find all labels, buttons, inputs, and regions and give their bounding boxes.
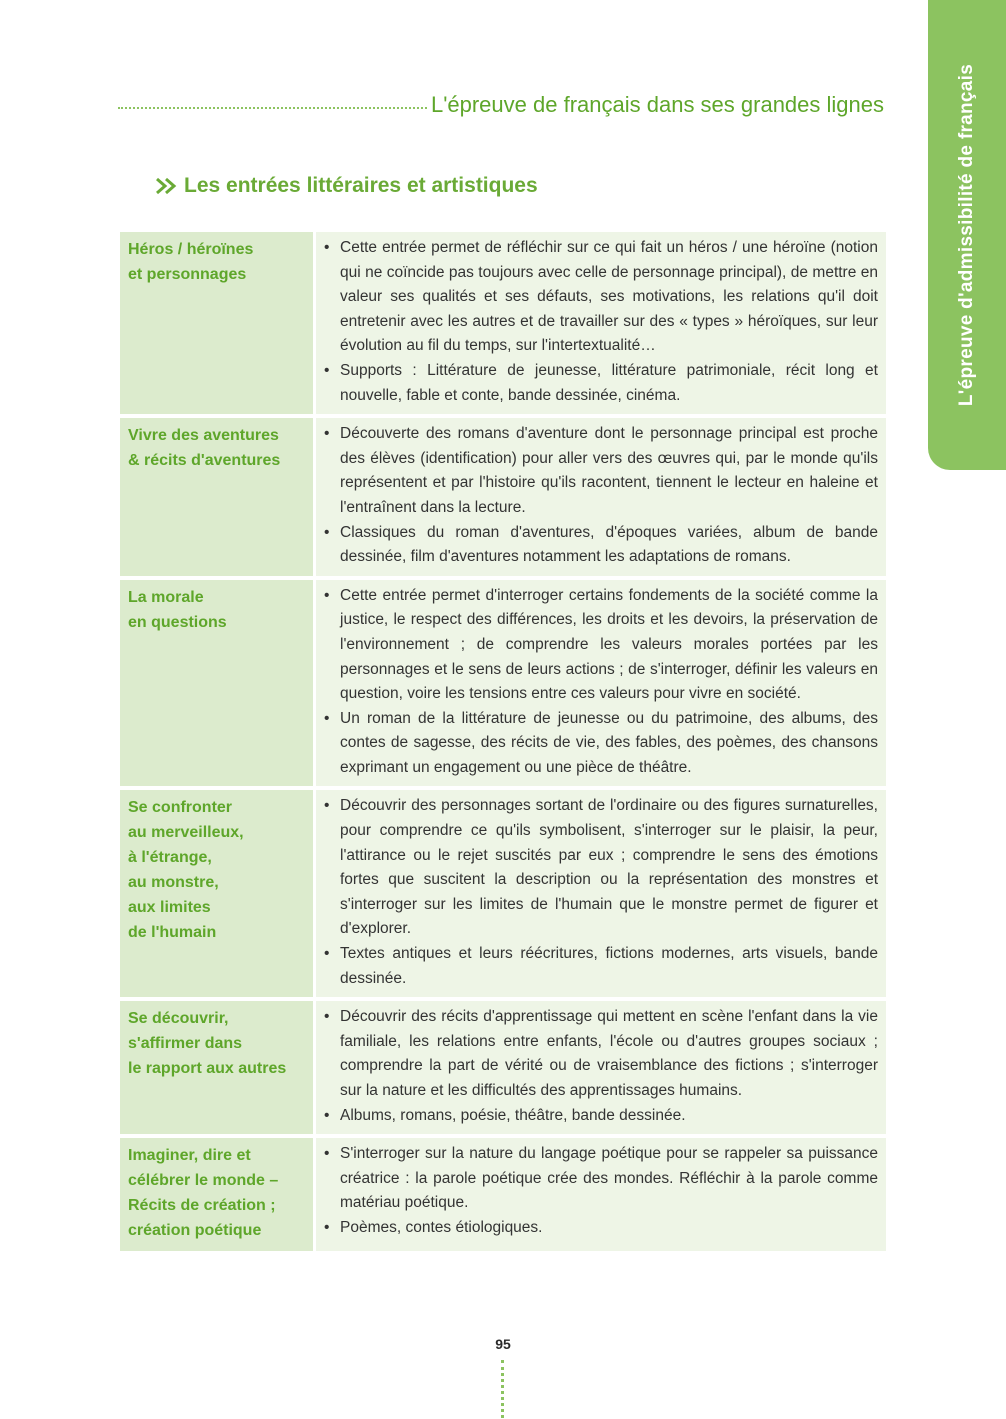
entry-title-line: à l'étrange, (128, 849, 212, 867)
bullet-item: • Classiques du roman d'aventures, d'époques variées, album de bande dessinée, film d'aventures notamment les adaptations de romans. (324, 521, 878, 570)
table-row (120, 418, 886, 576)
double-chevron-right-icon (154, 176, 178, 196)
entry-title (128, 237, 307, 287)
entry-title-line: s'affirmer dans (128, 1035, 243, 1053)
bullet-item: • Un roman de la littérature de jeunesse ou du patrimoine, des albums, des contes de sagesse, des récits de vie, des fables, des poèmes, des chansons exprimant un engagement ou une pièce de théâtre. (324, 707, 878, 781)
bullet-item: • Découverte des romans d'aventure dont le personnage principal est proche des élèves (identification) pour aller vers des œuvres qui, par le monde qu'ils représentent et par l'histoire qu'ils racontent, tiennent le lecteur en haleine et l'entraînent dans la lecture. (324, 422, 878, 520)
entry-title (128, 423, 307, 473)
entry-description-cell (316, 1001, 886, 1134)
bullet-item: • Cette entrée permet d'interroger certains fondements de la société comme la justice, le respect des différences, les droits et les devoirs, la préservation de l'environnement ; de comprendre les valeurs morales portées par les personnages et le sens de leurs actions ; de s'interroger, définir les valeurs en question, voire les tensions entre ces valeurs pour vivre en société. (324, 584, 878, 707)
entry-title-line: en questions (128, 613, 227, 631)
page-number: 95 (495, 1336, 511, 1352)
entry-title-line: Imaginer, dire et (128, 1147, 251, 1165)
entry-title-line: Vivre des aventures (128, 427, 279, 445)
entry-title-cell (120, 418, 313, 576)
entry-description-cell (316, 232, 886, 414)
bullet-item: • S'interroger sur la nature du langage poétique pour se rappeler sa puissance créatrice : la parole poétique crée des mondes. Réfléchir à la parole comme matériau poétique. (324, 1142, 878, 1216)
entry-title-line: Récits de création ; (128, 1197, 276, 1215)
entry-description-cell (316, 418, 886, 576)
table-row (120, 232, 886, 414)
bullet-item: • Textes antiques et leurs réécritures, fictions modernes, arts visuels, bande dessinée. (324, 942, 878, 991)
entry-title-line: célébrer le monde – (128, 1172, 279, 1190)
table-row (120, 1001, 886, 1134)
entry-description-cell (316, 580, 886, 787)
entry-title-line: La morale (128, 588, 204, 606)
bullet-item: • Supports : Littérature de jeunesse, littérature patrimoniale, récit long et nouvelle, fable et conte, bande dessinée, cinéma. (324, 359, 878, 408)
entry-title-line: et personnages (128, 266, 247, 283)
header-dotted-leader (118, 107, 427, 109)
entry-title-line: au merveilleux, (128, 824, 244, 842)
bullet-item: • Découvrir des récits d'apprentissage qui mettent en scène l'enfant dans la vie familiale, les relations entre enfants, l'école ou d'autres groupes sociaux ; comprendre la part de vérité ou de vraisemblance des fictions ; s'interroger sur la nature et les difficultés des apprentissages humains. (324, 1005, 878, 1103)
entry-title-line: création poétique (128, 1222, 262, 1240)
entry-title-line: Héros / héroïnes (128, 241, 254, 258)
bullet-item: • Albums, romans, poésie, théâtre, bande dessinée. (324, 1104, 878, 1129)
entry-title-cell (120, 1001, 313, 1134)
entry-description-cell (316, 790, 886, 997)
table-row (120, 580, 886, 787)
table-row (120, 1138, 886, 1251)
table-row (120, 790, 886, 997)
entries-table (120, 232, 886, 1255)
bullet-list (324, 794, 878, 991)
entry-title-cell (120, 1138, 313, 1251)
chapter-side-tab-label: L'épreuve d'admissibilité de français (956, 63, 977, 407)
entry-title-line: au monstre, (128, 874, 219, 892)
entry-title-line: de l'humain (128, 924, 217, 942)
bullet-list (324, 236, 878, 408)
section-title: Les entrées littéraires et artistiques (184, 174, 538, 197)
entry-title-line: le rapport aux autres (128, 1060, 287, 1078)
running-header (118, 86, 884, 118)
section-heading (154, 174, 538, 198)
entry-title-cell (120, 232, 313, 414)
entry-title-line: & récits d'aventures (128, 452, 281, 470)
bullet-list (324, 1142, 878, 1240)
footer-dotted-line (501, 1360, 504, 1418)
chapter-side-tab (928, 0, 1006, 470)
header-title: L'épreuve de français dans ses grandes lignes (430, 92, 884, 117)
entry-description-cell (316, 1138, 886, 1251)
entry-title-line: Se découvrir, (128, 1010, 229, 1028)
bullet-item: • Découvrir des personnages sortant de l'ordinaire ou des figures surnaturelles, pour comprendre ce qu'ils symbolisent, s'interroger sur le plaisir, la peur, l'attirance ou le rejet suscités par eux ; comprendre le sens des émotions fortes que suscitent la description ou la représentation des monstres et s'interroger sur les limites de l'humain que le monstre permet de figurer et d'explorer. (324, 794, 878, 942)
bullet-item: • Cette entrée permet de réfléchir sur ce qui fait un héros / une héroïne (notion qui ne coïncide pas toujours avec celle de personnage principal), de mettre en valeur ses qualités et ses défauts, ses motivations, les relations qu'il doit entretenir avec les autres et de travailler sur des « types » héroïques, sur leur évolution au fil du temps, sur l'intertextualité… (324, 236, 878, 359)
entry-title-line: Se confronter (128, 799, 233, 817)
entry-title (128, 795, 307, 945)
bullet-list (324, 1005, 878, 1128)
entry-title (128, 1006, 307, 1081)
entry-title (128, 1143, 307, 1243)
entry-title (128, 585, 307, 635)
bullet-list (324, 584, 878, 781)
bullet-list (324, 422, 878, 570)
entry-title-cell (120, 580, 313, 787)
entry-title-line: aux limites (128, 899, 211, 917)
bullet-item: • Poèmes, contes étiologiques. (324, 1216, 878, 1241)
entry-title-cell (120, 790, 313, 997)
